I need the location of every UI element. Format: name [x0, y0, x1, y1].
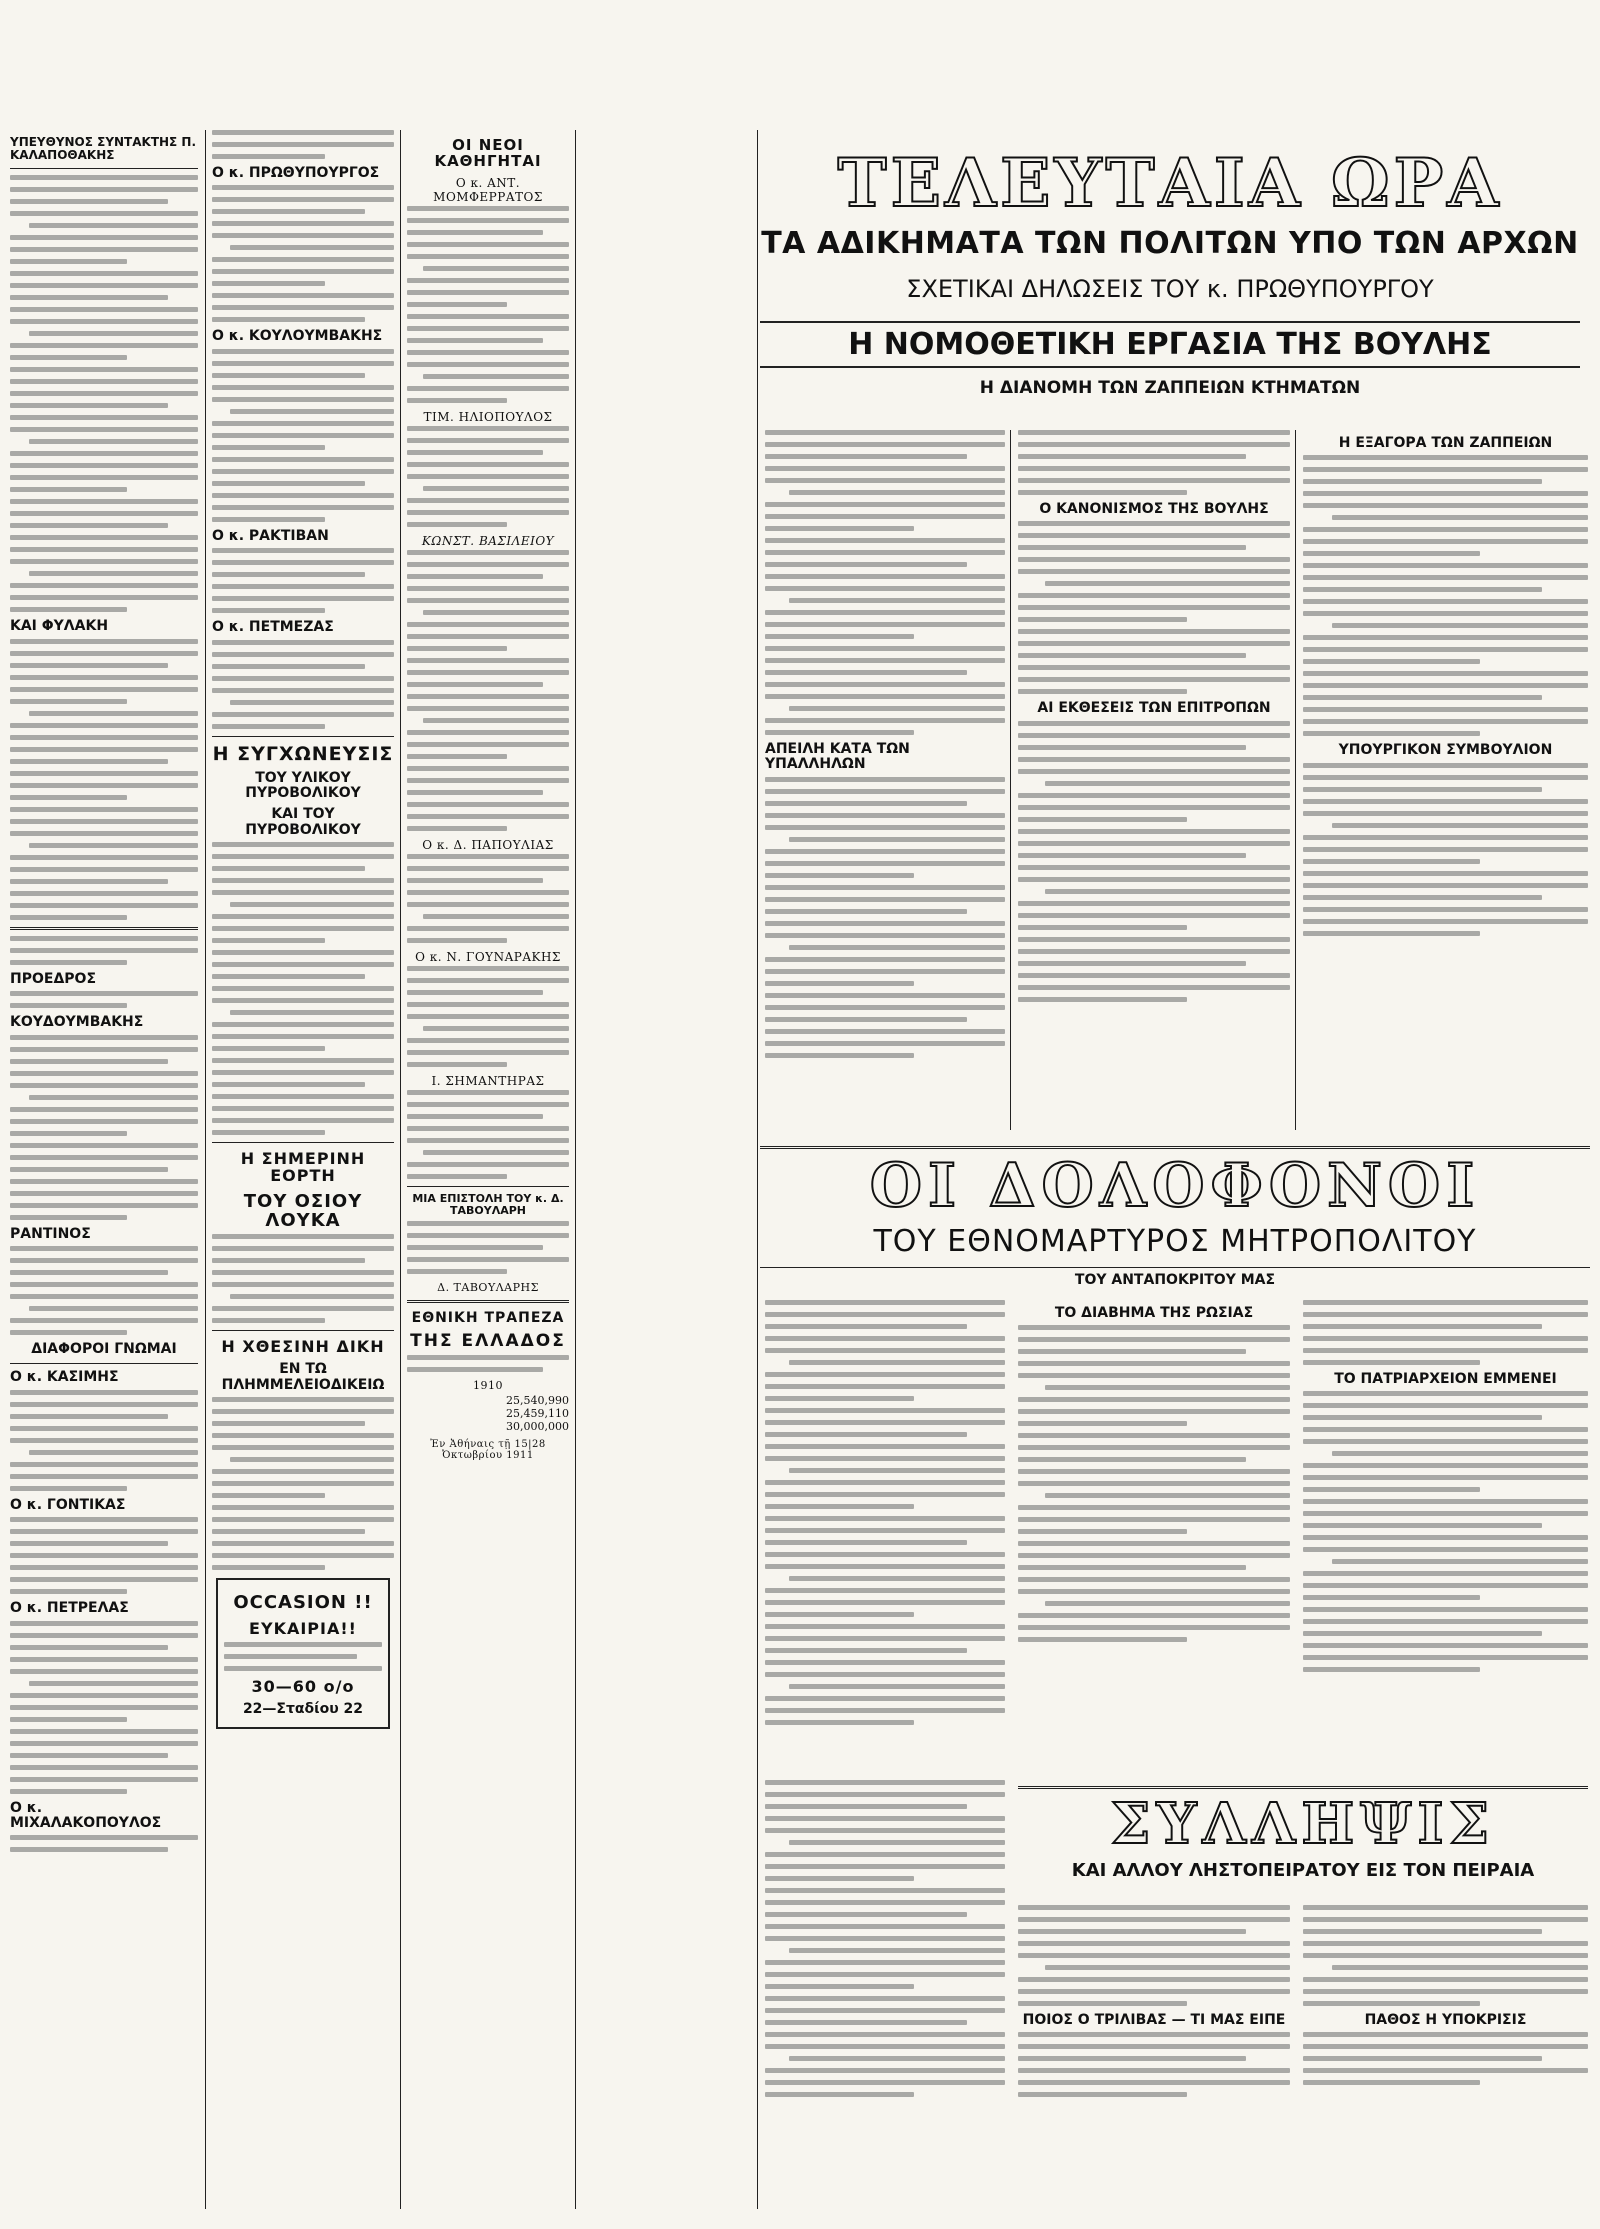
- divider: [407, 1300, 569, 1303]
- heading-apeili: ΑΠΕΙΛΗ ΚΑΤΑ ΤΩΝ ΥΠΑΛΛΗΛΩΝ: [765, 741, 910, 773]
- article-text: [765, 430, 1005, 735]
- article-text: [407, 206, 569, 403]
- article-text: [1018, 2032, 1290, 2097]
- heading-petrelas: Ο κ. ΠΕΤΡΕΛΑΣ: [10, 1600, 129, 1617]
- article-text: [10, 1246, 198, 1335]
- heading-ektheseis: ΑΙ ΕΚΘΕΣΕΙΣ ΤΩΝ ΕΠΙΤΡΟΠΩΝ: [1037, 700, 1271, 717]
- article-text: [407, 426, 569, 527]
- heading-petmezas: Ο κ. ΠΕΤΜΕΖΑΣ: [212, 619, 334, 636]
- heading-sygxoneysis-2: ΤΟΥ ΥΛΙΚΟΥ ΠΥΡΟΒΟΛΙΚΟΥ: [245, 769, 361, 801]
- divider: [212, 1330, 394, 1331]
- article-text: [10, 175, 198, 612]
- sign-tavoularis: Δ. ΤΑΒΟΥΛΑΡΗΣ: [437, 1280, 539, 1294]
- column-2: [212, 130, 394, 2209]
- dolofonoi-col-2: [1018, 1300, 1290, 1770]
- article-text: [1303, 1300, 1588, 1365]
- heading-epistoli: ΜΙΑ ΕΠΙΣΤΟΛΗ ΤΟΥ κ. Δ. ΤΑΒΟΥΛΑΡΗ: [412, 1191, 564, 1217]
- heading-trilivas: ΠΟΙΟΣ Ο ΤΡΙΛΙΒΑΣ — ΤΙ ΜΑΣ ΕΙΠΕ: [1022, 2012, 1286, 2028]
- column-3: [407, 130, 569, 2209]
- syllipsis-title: ΣΥΛΛΗΨΙΣ: [1110, 1791, 1496, 1857]
- heading-patriarxeion: ΤΟ ΠΑΤΡΙΑΡΧΕΙΟΝ ΕΜΜΕΝΕΙ: [1334, 1371, 1557, 1387]
- article-text: [1303, 455, 1588, 736]
- heading-kasimhs: Ο κ. ΚΑΣΙΜΗΣ: [10, 1369, 119, 1386]
- article-text: [1018, 1905, 1290, 2006]
- byline-papoulias: Ο κ. Δ. ΠΑΠΟΥΛΙΑΣ: [422, 837, 554, 852]
- bank-value: 30,000,000: [506, 1420, 569, 1434]
- article-text: [1303, 2032, 1588, 2085]
- article-text: [1018, 1325, 1290, 1642]
- article-text: [212, 349, 394, 522]
- heading-raktivan: Ο κ. ΡΑΚΤΙΒΑΝ: [212, 527, 329, 544]
- column-rule: [1010, 430, 1011, 1130]
- syllipsis-subtitle: ΚΑΙ ΑΛΛΟΥ ΛΗΣΤΟΠΕΙΡΑΤΟΥ ΕΙΣ ΤΟΝ ΠΕΙΡΑΙΑ: [1071, 1859, 1535, 1881]
- syllipsis-block: [1018, 1780, 1588, 1881]
- article-text: [765, 1300, 1005, 1725]
- heading-kanonismos: Ο ΚΑΝΟΝΙΣΜΟΣ ΤΗΣ ΒΟΥΛΗΣ: [1039, 501, 1269, 517]
- column-rule: [1295, 430, 1296, 1130]
- heading-diavima: ΤΟ ΔΙΑΒΗΜΑ ΤΗΣ ΡΩΣΙΑΣ: [1054, 1305, 1254, 1321]
- article-text: [407, 966, 569, 1067]
- syllipsis-col-2: [1303, 1905, 1588, 2215]
- article-text: [10, 991, 198, 1008]
- heading-koumbakhs-2: Ο κ. ΚΟΥΛΟΥΜΒΑΚΗΣ: [212, 328, 383, 345]
- article-text: [407, 550, 569, 831]
- headline-block: [760, 144, 1580, 398]
- heading-sygxoneysis-3: ΚΑΙ ΤΟΥ ΠΥΡΟΒΟΛΙΚΟΥ: [245, 806, 361, 838]
- column-1: [10, 130, 198, 2209]
- column-rule: [400, 130, 401, 2209]
- column-4-lower: [765, 1780, 1005, 2210]
- banner-dilwseis: ΣΧΕΤΙΚΑΙ ΔΗΛΩΣΕΙΣ ΤΟΥ κ. ΠΡΩΘΥΠΟΥΡΓΟΥ: [906, 275, 1434, 303]
- heading-sygxoneysis-1: Η ΣΥΓΧΩΝΕΥΣΙΣ: [212, 742, 394, 765]
- article-text: [1018, 721, 1290, 1002]
- article-text: [765, 777, 1005, 1058]
- ad-eykairia: ΕΥΚΑΙΡΙΑ!!: [249, 1618, 357, 1638]
- ad-text: [224, 1642, 382, 1671]
- bank-year: 1910: [473, 1379, 503, 1393]
- byline-simantiras: Ι. ΣΗΜΑΝΤΗΡΑΣ: [431, 1073, 545, 1088]
- byline-momferratos: Ο κ. ΑΝΤ. ΜΟΜΦΕΡΡΑΤΟΣ: [433, 175, 543, 204]
- bank-value: 25,540,990: [506, 1394, 569, 1408]
- article-text: [10, 1517, 198, 1594]
- heading-pathos: ΠΑΘΟΣ Η ΥΠΟΚΡΙΣΙΣ: [1364, 2012, 1527, 2028]
- ad-price: 30—60 ο/ο: [251, 1676, 355, 1696]
- article-text: [212, 1234, 394, 1323]
- banner-adikimata: ΤΑ ΑΔΙΚΗΜΑΤΑ ΤΩΝ ΠΟΛΙΤΩΝ ΥΠΟ ΤΩΝ ΑΡΧΩΝ: [761, 226, 1579, 261]
- dolofonoi-subtitle: ΤΟΥ ΕΘΝΟΜΑΡΤΥΡΟΣ ΜΗΤΡΟΠΟΛΙΤΟΥ: [873, 1224, 1477, 1259]
- heading-koumbakhs: ΚΟΥΔΟΥΜΒΑΚΗΣ: [10, 1014, 144, 1031]
- article-text: [765, 1780, 1005, 2097]
- column-5: [1018, 430, 1290, 1130]
- heading-diafores: ΔΙΑΦΟΡΟΙ ΓΝΩΜΑΙ: [31, 1340, 177, 1357]
- syllipsis-col-1: [1018, 1905, 1290, 2215]
- heading-rantinos: ΡΑΝΤΙΝΟΣ: [10, 1225, 91, 1242]
- heading-dikh-1: Η ΧΘΕΣΙΝΗ ΔΙΚΗ: [221, 1337, 385, 1357]
- banner-dianomi: Η ΔΙΑΝΟΜΗ ΤΩΝ ΖΑΠΠΕΙΩΝ ΚΤΗΜΑΤΩΝ: [979, 378, 1361, 398]
- divider: [10, 168, 198, 169]
- heading-fylakh: ΚΑΙ ΦΥΛΑΚΗ: [10, 618, 109, 635]
- heading-dikh-2: ΕΝ ΤΩ ΠΛΗΜΜΕΛΕΙΟΔΙΚΕΙΩ: [221, 1361, 385, 1393]
- column-6: [1303, 430, 1588, 1130]
- divider: [212, 1142, 394, 1143]
- dolofonoi-block: [760, 1140, 1590, 1288]
- column-4: [765, 430, 1005, 1130]
- heading-trapeza-2: ΤΗΣ ΕΛΛΑΔΟΣ: [410, 1331, 566, 1352]
- article-text: [407, 1221, 569, 1274]
- column-rule: [757, 130, 758, 2209]
- heading-eorti-1: Η ΣΗΜΕΡΙΝΗ ΕΟΡΤΗ: [240, 1149, 366, 1185]
- divider: [10, 1363, 198, 1364]
- article-text: [407, 1355, 569, 1372]
- heading-gontikas: Ο κ. ΓΟΝΤΙΚΑΣ: [10, 1496, 126, 1513]
- dolofonoi-title: ΟΙ ΔΟΛΟΦΟΝΟΙ: [869, 1151, 1481, 1221]
- article-text: [10, 936, 198, 965]
- article-text: [407, 1090, 569, 1179]
- article-text: [212, 185, 394, 322]
- heading-trapeza-1: ΕΘΝΙΚΗ ΤΡΑΠΕΖΑ: [411, 1309, 565, 1326]
- divider: [10, 927, 198, 930]
- heading-exagora: Η ΕΞΑΓΟΡΑ ΤΩΝ ΖΑΠΠΕΙΩΝ: [1338, 435, 1553, 451]
- column-rule: [205, 130, 206, 2209]
- ad-footer: 22—Σταδίου 22: [242, 1700, 364, 1717]
- dolofonoi-byline: ΤΟΥ ΑΝΤΑΠΟΚΡΙΤΟΥ ΜΑΣ: [760, 1267, 1590, 1288]
- divider: [760, 1146, 1590, 1149]
- article-text: [212, 130, 394, 159]
- article-text: [1018, 430, 1290, 495]
- article-text: [212, 640, 394, 729]
- article-text: [10, 1621, 198, 1794]
- article-text: [212, 548, 394, 613]
- article-text: [1303, 1905, 1588, 2006]
- article-text: [10, 1035, 198, 1220]
- divider: [1018, 1786, 1588, 1789]
- article-text: [10, 1390, 198, 1491]
- article-text: [10, 639, 198, 920]
- article-text: [212, 1397, 394, 1570]
- column-rule: [575, 130, 576, 2209]
- main-title: ΤΕΛΕΥΤΑΙΑ ΩΡΑ: [837, 144, 1503, 222]
- advertisement-occasion: [216, 1578, 390, 1729]
- bank-value: 25,459,110: [506, 1407, 569, 1421]
- heading-eorti-2: ΤΟΥ ΟΣΙΟΥ ΛΟΥΚΑ: [243, 1190, 363, 1231]
- article-text: [407, 854, 569, 943]
- byline-vasileiou: ΚΩΝΣΤ. ΒΑΣΙΛΕΙΟΥ: [421, 533, 555, 548]
- article-text: [1303, 763, 1588, 936]
- heading-nea-kathigitai: ΟΙ ΝΕΟΙ ΚΑΘΗΓΗΤΑΙ: [434, 136, 542, 170]
- divider: [212, 736, 394, 737]
- article-text: [1018, 521, 1290, 694]
- heading-proedros: ΠΡΟΕΔΡΟΣ: [10, 970, 97, 987]
- ad-occasion: OCCASION !!: [233, 1592, 373, 1614]
- byline-iliopoulos: ΤΙΜ. ΗΛΙΟΠΟΥΛΟΣ: [423, 409, 553, 424]
- dolofonoi-col-3: [1303, 1300, 1588, 1770]
- divider: [407, 1186, 569, 1187]
- byline-gounarakis: Ο κ. Ν. ΓΟΥΝΑΡΑΚΗΣ: [415, 949, 561, 964]
- banner-nomothetiki: Η ΝΟΜΟΘΕΤΙΚΗ ΕΡΓΑΣΙΑ ΤΗΣ ΒΟΥΛΗΣ: [760, 321, 1580, 368]
- article-text: [212, 842, 394, 1135]
- article-text: [10, 1835, 198, 1852]
- masthead: ΥΠΕΥΘΥΝΟΣ ΣΥΝΤΑΚΤΗΣ Π. ΚΑΛΑΠΟΘΑΚΗΣ: [10, 135, 197, 163]
- heading-mixalakopoulos: Ο κ. ΜΙΧΑΛΑΚΟΠΟΥΛΟΣ: [10, 1799, 162, 1831]
- article-text: [1303, 1391, 1588, 1672]
- heading-symvoulion: ΥΠΟΥΡΓΙΚΟΝ ΣΥΜΒΟΥΛΙΟΝ: [1338, 742, 1553, 759]
- bank-date: Ἐν Ἀθήναις τῇ 15|28 Ὀκτωβρίου 1911: [430, 1439, 546, 1462]
- heading-prothypourgos: Ο κ. ΠΡΩΘΥΠΟΥΡΓΟΣ: [212, 165, 380, 181]
- dolofonoi-col-1: [765, 1300, 1005, 1770]
